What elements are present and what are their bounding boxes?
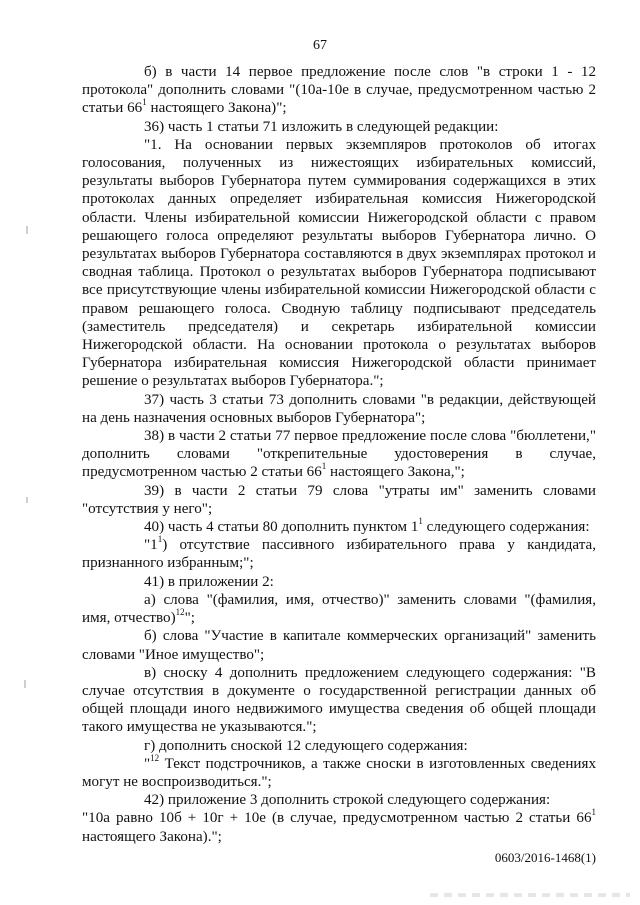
paragraph bbox=[82, 591, 596, 627]
paragraph bbox=[82, 627, 596, 663]
paragraph bbox=[82, 427, 596, 482]
paragraph bbox=[82, 482, 596, 518]
margin-scan-mark bbox=[26, 497, 28, 503]
paragraph-text: настоящего Закона)"; bbox=[146, 100, 287, 117]
paragraph bbox=[82, 809, 596, 845]
margin-scan-mark bbox=[24, 680, 26, 688]
page-number: 67 bbox=[313, 38, 327, 53]
paragraph-text: ) отсутствие пассивного избирательного права у кандидата, признанного избранным;"; bbox=[82, 537, 596, 572]
superscript: 1 bbox=[591, 807, 596, 818]
paragraph bbox=[82, 391, 596, 427]
paragraph-text: 39) в части 2 статьи 79 слова "утраты им" заменить словами "отсутствия у него"; bbox=[82, 482, 596, 517]
superscript: 1 bbox=[157, 534, 163, 545]
paragraph-text: 40) часть 4 статьи 80 дополнить пунктом 1 bbox=[144, 519, 419, 536]
paragraph-text: "1. На основании первых экземпляров протоколов об итогах голосования, полученных из нижестоящих избирательных комиссий, результаты выборов Губернатора путем суммирования содержащихся в этих протоколах данных определяет избирательная комиссия Нижегородской области. Члены избирательной комиссии Нижегородской области с правом решающего голоса определяют результаты выборов Губернатора лично. О результатах выборов Губернатора составляются в двух экземплярах протокол и сводная таблица. Протокол о результатах выборов Губернатора подписывают все присутствующие члены избирательной комиссии Нижегородской области с правом решающего голоса. Сводную таблицу подписывают председатель (заместитель председателя) и секретарь избирательной комиссии Нижегородской области. На основании протокола о результатах выборов Губернатора избирательная комиссия Нижегородской области принимает решение о результатах выборов Губернатора."; bbox=[82, 136, 596, 390]
paragraph-text: а) слова "(фамилия, имя, отчество)" заменить словами "(фамилия, имя, отчество) bbox=[82, 591, 596, 627]
paragraph-text: 37) часть 3 статьи 73 дополнить словами "в редакции, действующей на день назначения основных выборов Губернатора"; bbox=[82, 391, 596, 426]
paragraph-text: 36) часть 1 статьи 71 изложить в следующей редакции: bbox=[144, 118, 499, 135]
paragraph bbox=[82, 752, 596, 791]
paragraph-text: б) слова "Участие в капитале коммерческих организаций" заменить словами "Иное имущество"; bbox=[82, 628, 596, 663]
paragraph-text: следующего содержания: bbox=[422, 519, 590, 536]
paragraph bbox=[82, 536, 596, 572]
margin-scan-mark bbox=[26, 226, 28, 234]
document-code: 0603/2016-1468(1) bbox=[494, 850, 596, 865]
paragraph-text: в) сноску 4 дополнить предложением следующего содержания: "В случае отсутствия в документе о государственной регистрации данных об общей площади иного недвижимого имущества сведения об общей площади такого имущества не указываются."; bbox=[82, 664, 596, 736]
paragraph bbox=[82, 664, 596, 737]
paragraph-text: 42) приложение 3 дополнить строкой следующего содержания: bbox=[144, 792, 551, 809]
paragraph bbox=[82, 737, 596, 755]
scan-artifact bbox=[430, 893, 630, 897]
superscript: 1 bbox=[418, 516, 423, 527]
paragraph bbox=[82, 573, 596, 591]
paragraph-text: 41) в приложении 2: bbox=[144, 573, 274, 590]
paragraph-text: "1 bbox=[144, 537, 158, 554]
paragraph-text: "10а равно 10б + 10г + 10е (в случае, предусмотренном частью 2 статьи 66 bbox=[82, 810, 592, 827]
paragraph-text: настоящего Закона,"; bbox=[326, 464, 465, 481]
superscript: 12 bbox=[150, 752, 160, 763]
document-body bbox=[82, 63, 596, 846]
paragraph-text: Текст подстрочников, а также сноски в изготовленных сведениях могут не воспроизводиться."; bbox=[82, 755, 596, 790]
paragraph-text: г) дополнить сноской 12 следующего содержания: bbox=[144, 737, 468, 754]
superscript: 1 bbox=[142, 97, 147, 108]
paragraph-text: 38) в части 2 статьи 77 первое предложение после слова "бюллетени," дополнить словами "открепительные удостоверения в случае, предусмотренном частью 2 статьи 66 bbox=[82, 428, 596, 481]
paragraph bbox=[82, 118, 596, 136]
paragraph-text: настоящего Закона)."; bbox=[82, 828, 222, 845]
paragraph-text: б) в части 14 первое предложение после слов "в строки 1 - 12 протокола" дополнить словами "(10а-10е в случае, предусмотренном частью 2 статьи 66 bbox=[82, 64, 596, 117]
paragraph bbox=[82, 63, 596, 118]
paragraph-text: " bbox=[144, 755, 151, 772]
superscript: 12 bbox=[175, 607, 185, 618]
superscript: 1 bbox=[321, 461, 327, 472]
paragraph-text: "; bbox=[184, 610, 195, 627]
paragraph bbox=[82, 136, 596, 391]
paragraph bbox=[82, 791, 596, 809]
